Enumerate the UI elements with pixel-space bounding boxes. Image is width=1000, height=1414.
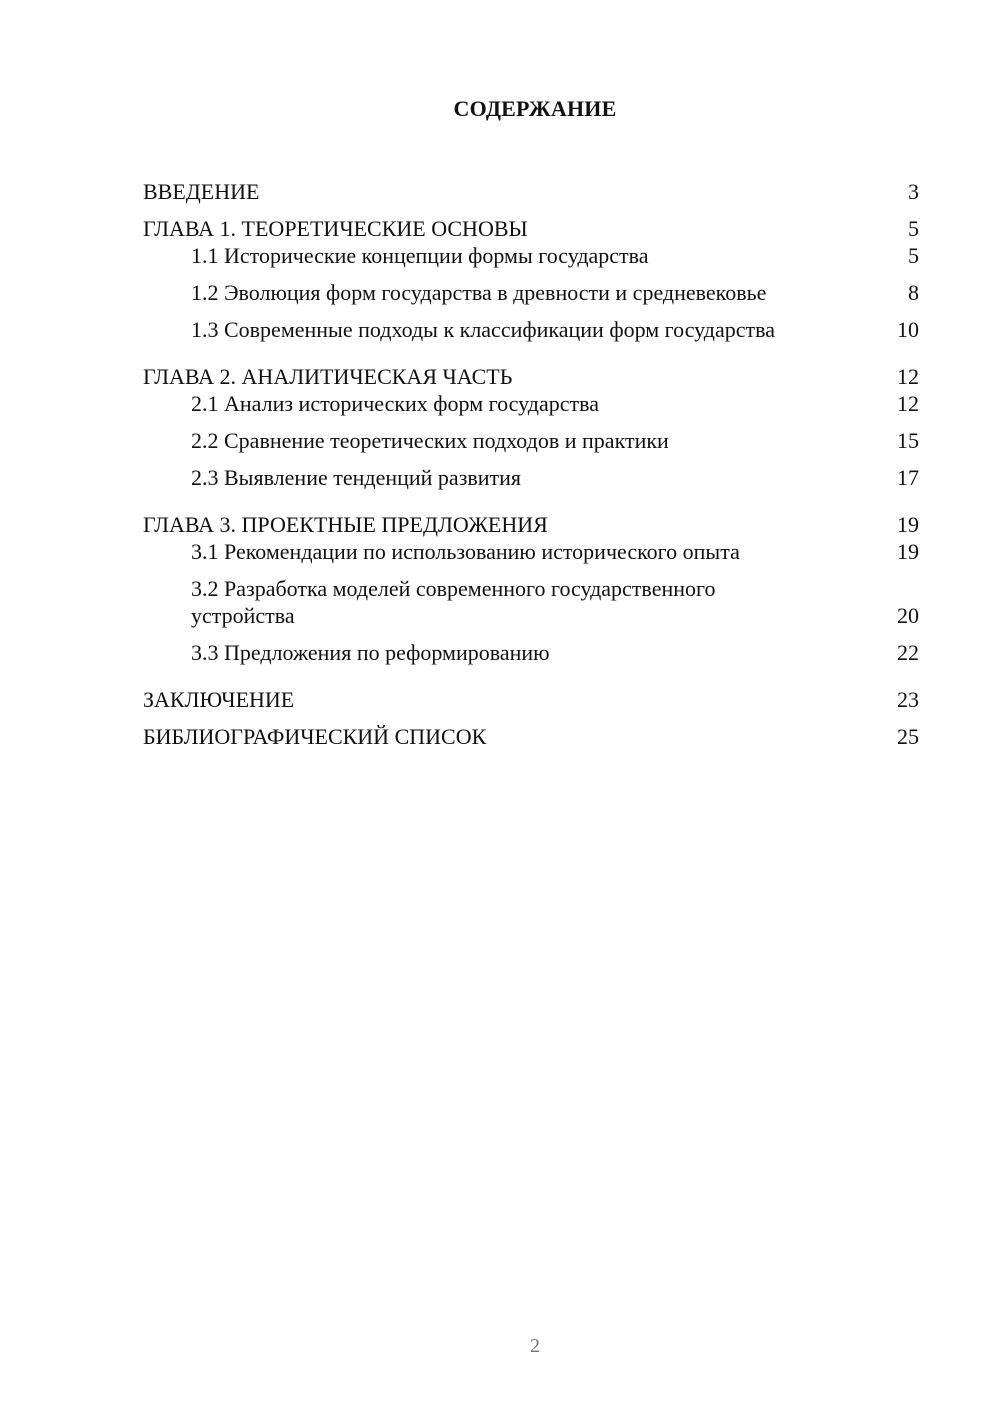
toc-entry-text: 1.2 Эволюция форм государства в древности и средневековье (191, 280, 767, 305)
toc-entry-introduction (143, 168, 919, 205)
toc-entry-page: 12 (897, 391, 919, 416)
toc-entry-section-1-3 (143, 316, 919, 343)
toc-entry-section-3-3 (143, 639, 919, 666)
toc-entry-section-1-2 (143, 279, 919, 306)
toc-entry-page: 5 (908, 216, 919, 241)
toc-entry-page: 12 (897, 364, 919, 389)
page-number: 2 (530, 1335, 540, 1357)
toc-entry-page: 19 (897, 512, 919, 537)
toc-entry-text: 3.2 Разработка моделей современного государственного устройства (191, 576, 716, 628)
toc-entry-section-3-1 (143, 538, 919, 565)
toc-entry-page: 20 (897, 603, 919, 628)
toc-entry-text: 1.3 Современные подходы к классификации форм государства (191, 317, 775, 342)
toc-entry-chapter-2 (143, 353, 919, 390)
toc-entry-bibliography (143, 713, 919, 750)
page-title: СОДЕРЖАНИЕ (453, 96, 617, 121)
toc-entry-text: ГЛАВА 3. ПРОЕКТНЫЕ ПРЕДЛОЖЕНИЯ (143, 512, 548, 537)
toc-entry-text: ЗАКЛЮЧЕНИЕ (143, 687, 295, 712)
toc-entry-page: 23 (897, 687, 919, 712)
toc-entry-page: 17 (897, 465, 919, 490)
toc-entry-chapter-1 (143, 205, 919, 242)
toc-entry-section-2-1 (143, 390, 919, 417)
toc-entry-page: 25 (897, 724, 919, 749)
toc-entry-text: ВВЕДЕНИЕ (143, 179, 260, 204)
toc-entry-text: 1.1 Исторические концепции формы государства (191, 243, 649, 268)
toc-entry-text: 3.1 Рекомендации по использованию исторического опыта (191, 539, 740, 564)
toc-entry-text: 2.3 Выявление тенденций развития (191, 465, 522, 490)
toc-entry-page: 22 (897, 640, 919, 665)
toc-entry-text: 2.1 Анализ исторических форм государства (191, 391, 599, 416)
table-of-contents (143, 168, 919, 750)
toc-entry-chapter-3 (143, 501, 919, 538)
toc-entry-text: 3.3 Предложения по реформированию (191, 640, 550, 665)
toc-entry-section-2-3 (143, 464, 919, 491)
toc-entry-text: БИБЛИОГРАФИЧЕСКИЙ СПИСОК (143, 724, 487, 749)
toc-entry-page: 19 (897, 539, 919, 564)
toc-entry-text: 2.2 Сравнение теоретических подходов и практики (191, 428, 669, 453)
toc-entry-page: 3 (908, 179, 919, 204)
toc-entry-text: ГЛАВА 1. ТЕОРЕТИЧЕСКИЕ ОСНОВЫ (143, 216, 528, 241)
toc-entry-section-1-1 (143, 242, 919, 269)
toc-entry-section-3-2 (143, 575, 919, 629)
toc-entry-text: ГЛАВА 2. АНАЛИТИЧЕСКАЯ ЧАСТЬ (143, 364, 513, 389)
toc-entry-page: 8 (908, 280, 919, 305)
toc-entry-page: 10 (897, 317, 919, 342)
toc-entry-page: 5 (908, 243, 919, 268)
toc-entry-section-2-2 (143, 427, 919, 454)
toc-entry-conclusion (143, 676, 919, 713)
toc-entry-page: 15 (897, 428, 919, 453)
